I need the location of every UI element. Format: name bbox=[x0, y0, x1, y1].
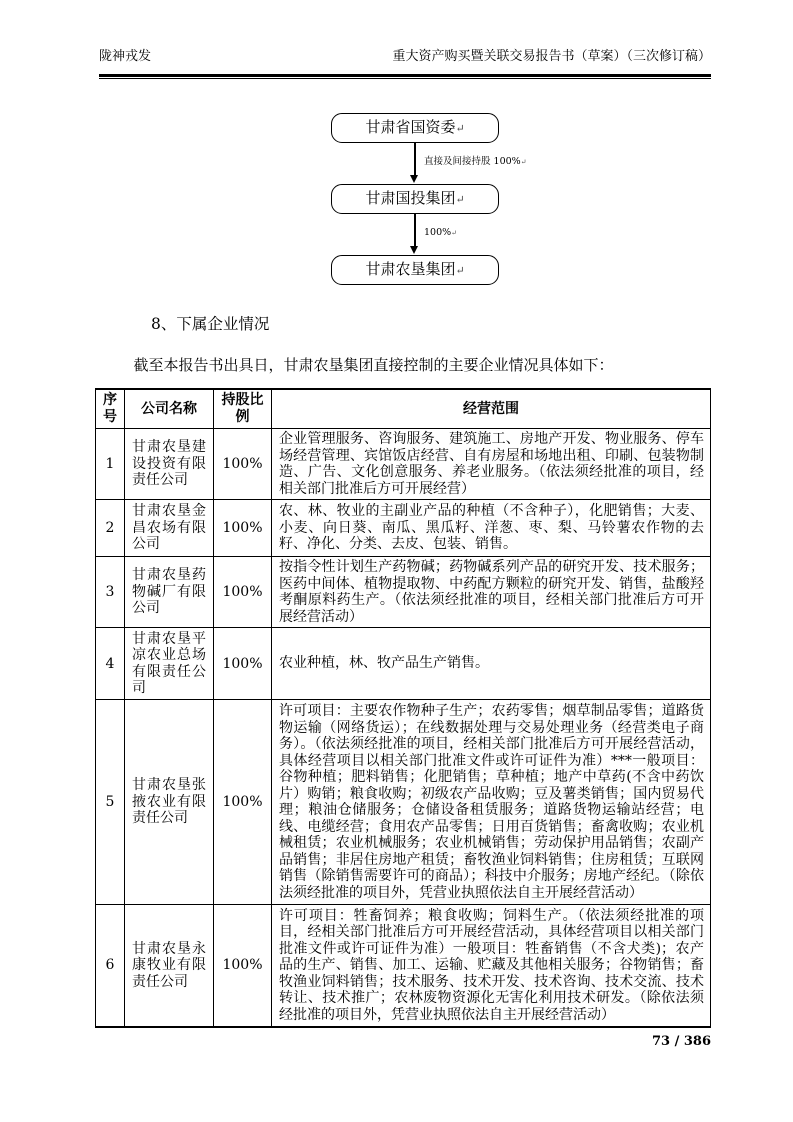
down-arrow-icon bbox=[414, 143, 416, 176]
node-label: 甘肃农垦集团 bbox=[365, 260, 456, 278]
cell-scope: 企业管理服务、咨询服务、建筑施工、房地产开发、物业服务、停车场经营管理、宾馆饭店经营、自有房屋和场地出租、印刷、包装物制造、广告、文化创意服务、养老业服务。（依法须经批准的项目，经相关部门批准后方可开展经营） bbox=[272, 429, 711, 500]
edge-label-2 bbox=[424, 227, 457, 239]
table-header-row bbox=[96, 389, 711, 429]
page-number: 73 / 386 bbox=[651, 1033, 711, 1049]
cell-serial: 3 bbox=[96, 557, 125, 628]
subsidiaries-table bbox=[95, 388, 711, 1028]
cell-serial: 2 bbox=[96, 500, 125, 557]
table-row bbox=[96, 500, 711, 557]
running-header bbox=[99, 48, 711, 66]
col-header-share: 持股比例 bbox=[214, 389, 272, 429]
node-label: 甘肃省国资委 bbox=[365, 118, 456, 136]
cell-company: 甘肃农垦建设投资有限责任公司 bbox=[125, 429, 214, 500]
edge-label-1 bbox=[424, 156, 526, 168]
intro-paragraph: 截至本报告书出具日，甘肃农垦集团直接控制的主要企业情况具体如下： bbox=[133, 356, 614, 374]
header-doc-title: 重大资产购买暨关联交易报告书（草案）（三次修订稿） bbox=[392, 49, 711, 64]
cell-share: 100% bbox=[214, 557, 272, 628]
cell-scope: 按指令性计划生产药物碱；药物碱系列产品的研究开发、技术服务；医药中间体、植物提取物、中药配方颗粒的研究开发、销售，盐酸羟考酮原料药生产。（依法须经批准的项目，经相关部门批准后方可开展经营活动） bbox=[272, 557, 711, 628]
cell-company: 甘肃农垦永康牧业有限责任公司 bbox=[125, 905, 214, 1027]
table-row bbox=[96, 700, 711, 905]
diagram-node-gansu-nongken-group bbox=[331, 255, 499, 285]
cell-serial: 4 bbox=[96, 628, 125, 700]
edge-label-text: 100% bbox=[424, 227, 452, 238]
cell-company: 甘肃农垦平凉农业总场有限责任公司 bbox=[125, 628, 214, 700]
cell-serial: 6 bbox=[96, 905, 125, 1027]
cell-serial: 5 bbox=[96, 700, 125, 905]
cell-share: 100% bbox=[214, 700, 272, 905]
cell-scope: 许可项目：主要农作物种子生产；农药零售；烟草制品零售；道路货物运输（网络货运）；在线数据处理与交易处理业务（经营类电子商务）。（依法须经批准的项目，经相关部门批准后方可开展经营活动，具体经营项目以相关部门批准文件或许可证件为准）***一般项目：谷物种植；肥料销售；化肥销售；草种植；地产中草药(不含中药饮片）购销；粮食收购；初级农产品收购；豆及薯类销售；国内贸易代理；粮油仓储服务；仓储设备租赁服务；道路货物运输站经营；电线、电缆经营；食用农产品零售；日用百货销售；畜禽收购；农业机械租赁；农业机械服务；农业机械销售；劳动保护用品销售；农副产品销售；非居住房地产租赁；畜牧渔业饲料销售；住房租赁；互联网销售（除销售需要许可的商品）；科技中介服务；房地产经纪。（除依法须经批准的项目外，凭营业执照依法自主开展经营活动） bbox=[272, 700, 711, 905]
cell-share: 100% bbox=[214, 905, 272, 1027]
paragraph-mark: ↵ bbox=[520, 158, 527, 166]
paragraph-mark: ↵ bbox=[455, 193, 465, 206]
cell-share: 100% bbox=[214, 628, 272, 700]
paragraph-mark: ↵ bbox=[455, 122, 465, 135]
cell-serial: 1 bbox=[96, 429, 125, 500]
diagram-edge-1 bbox=[331, 143, 527, 184]
diagram-node-gansu-sasac bbox=[331, 113, 499, 143]
down-arrow-icon bbox=[414, 214, 416, 247]
table-row bbox=[96, 628, 711, 700]
cell-company: 甘肃农垦金昌农场有限公司 bbox=[125, 500, 214, 557]
cell-scope: 农、林、牧业的主副业产品的种植（不含种子），化肥销售；大麦、小麦、向日葵、南瓜、黑瓜籽、洋葱、枣、梨、马铃薯农作物的去籽、净化、分类、去皮、包装、销售。 bbox=[272, 500, 711, 557]
col-header-company: 公司名称 bbox=[125, 389, 214, 429]
header-doc-short-name: 陇神戎发 bbox=[99, 49, 152, 64]
paragraph-mark: ↵ bbox=[455, 264, 465, 277]
cell-company: 甘肃农垦张掖农业有限责任公司 bbox=[125, 700, 214, 905]
diagram-edge-2 bbox=[331, 214, 499, 255]
cell-share: 100% bbox=[214, 429, 272, 500]
cell-company: 甘肃农垦药物碱厂有限公司 bbox=[125, 557, 214, 628]
table-row bbox=[96, 557, 711, 628]
paragraph-mark: ↵ bbox=[451, 229, 457, 237]
col-header-scope: 经营范围 bbox=[272, 389, 711, 429]
edge-label-text: 直接及间接持股 100% bbox=[424, 156, 521, 167]
table-row bbox=[96, 429, 711, 500]
cell-scope: 农业种植，林、牧产品生产销售。 bbox=[272, 628, 711, 700]
cell-share: 100% bbox=[214, 500, 272, 557]
diagram-node-gansu-guotou-group bbox=[331, 184, 499, 214]
col-header-serial: 序号 bbox=[96, 389, 125, 429]
cell-scope: 许可项目：牲畜饲养；粮食收购；饲料生产。（依法须经批准的项目，经相关部门批准后方可开展经营活动，具体经营项目以相关部门批准文件或许可证件为准）一般项目：牲畜销售（不含犬类)；农产品的生产、销售、加工、运输、贮藏及其他相关服务；谷物销售；畜牧渔业饲料销售；技术服务、技术开发、技术咨询、技术交流、技术转让、技术推广；农林废物资源化无害化利用技术研发。（除依法须经批准的项目外，凭营业执照依法自主开展经营活动） bbox=[272, 905, 711, 1027]
ownership-structure-diagram bbox=[331, 113, 527, 285]
section-heading: 8、下属企业情况 bbox=[151, 315, 270, 333]
node-label: 甘肃国投集团 bbox=[365, 189, 456, 207]
table-row bbox=[96, 905, 711, 1027]
header-rule bbox=[99, 74, 711, 77]
page-content bbox=[95, 314, 711, 1049]
